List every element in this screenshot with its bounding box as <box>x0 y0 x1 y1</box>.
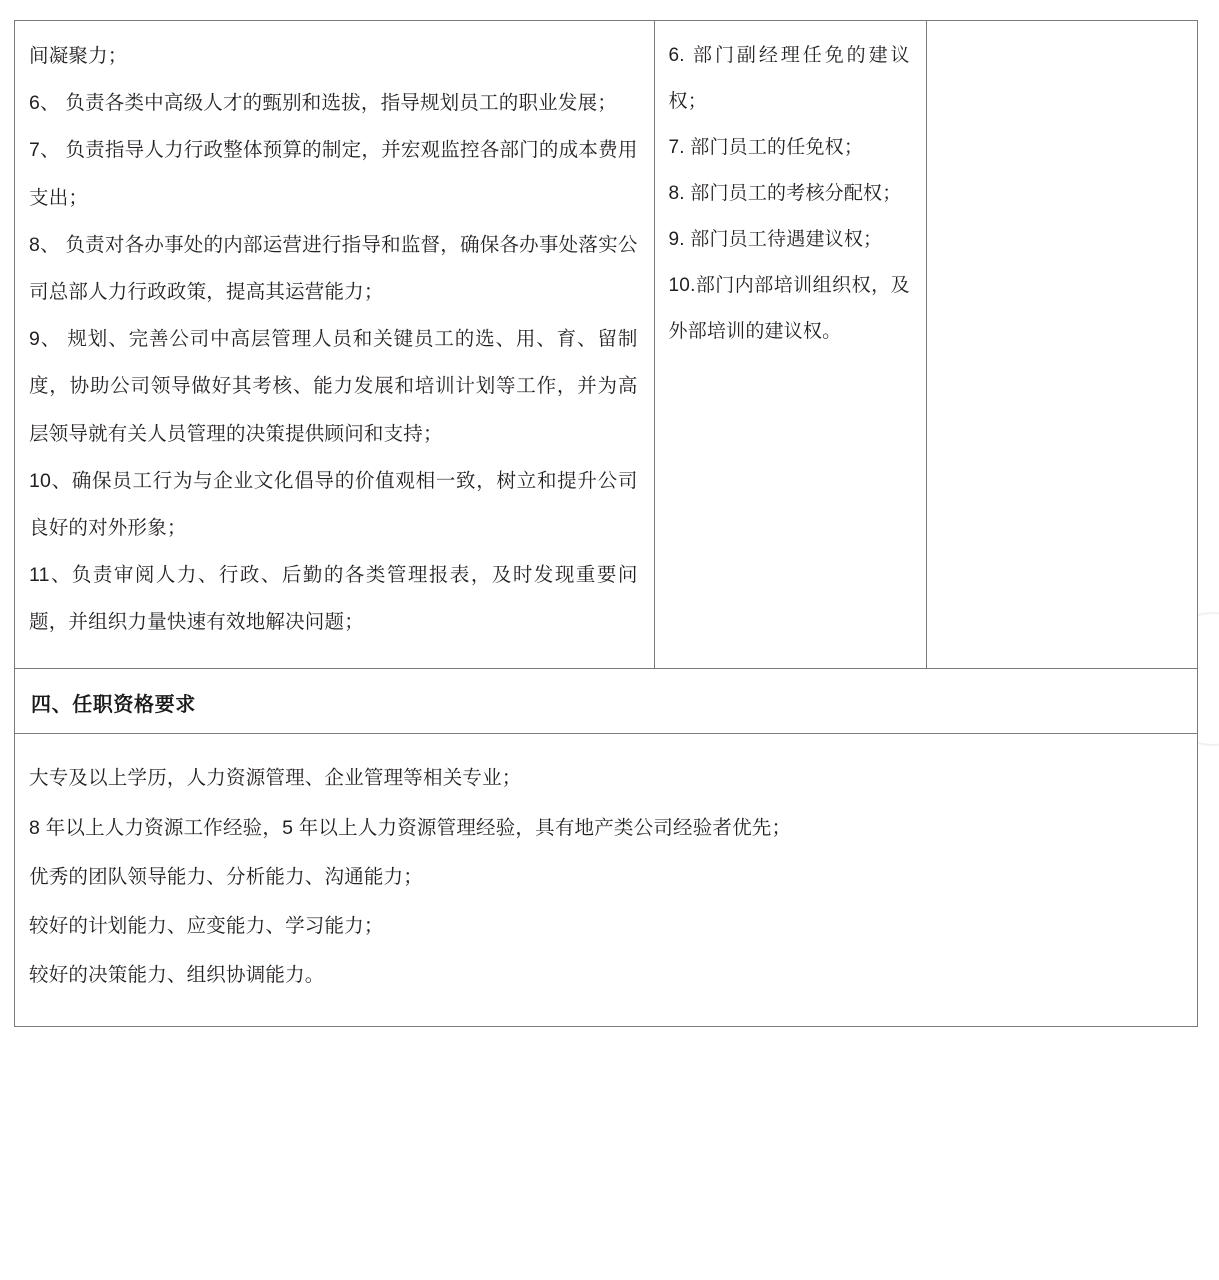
qualification-item: 8 年以上人力资源工作经验，5 年以上人力资源管理经验，具有地产类公司经验者优先； <box>29 816 792 839</box>
qualification-item: 较好的计划能力、应变能力、学习能力； <box>29 914 384 937</box>
qualification-item: 大专及以上学历，人力资源管理、企业管理等相关专业； <box>29 767 522 790</box>
qualifications-content <box>15 734 1197 1026</box>
right-paragraph: 8. 部门员工的考核分配权； <box>668 182 902 204</box>
qualification-item: 优秀的团队领导能力、分析能力、沟通能力； <box>29 865 424 888</box>
table-row-duties-rights <box>15 21 1198 669</box>
right-paragraph: 9. 部门员工待遇建议权； <box>668 228 883 250</box>
duty-paragraph: 8、 负责对各办事处的内部运营进行指导和监督，确保各办事处落实公司总部人力行政政策，提高其运营能力； <box>29 233 638 303</box>
right-paragraph: 10.部门内部培训组织权，及外部培训的建议权。 <box>668 274 910 342</box>
right-paragraph: 6. 部门副经理任免的建议权； <box>668 45 910 112</box>
duty-paragraph: 6、 负责各类中高级人才的甄别和选拔，指导规划员工的职业发展； <box>29 92 617 115</box>
table-cell-duties <box>15 21 655 669</box>
right-paragraph: 7. 部门员工的任免权； <box>668 136 864 158</box>
duty-paragraph: 11、负责审阅人力、行政、后勤的各类管理报表，及时发现重要问题，并组织力量快速有效地解决问题； <box>29 564 638 634</box>
duty-paragraph: 9、 规划、完善公司中高层管理人员和关键员工的选、用、育、留制度，协助公司领导做好其考核、能力发展和培训计划等工作，并为高层领导就有关人员管理的决策提供顾问和支持； <box>29 328 638 445</box>
duties-content <box>15 21 654 668</box>
section-heading: 四、任职资格要求 <box>31 694 196 717</box>
job-description-table <box>14 20 1198 1027</box>
table-cell-blank <box>926 21 1197 669</box>
duty-paragraph: 间凝聚力； <box>29 45 128 67</box>
table-row-qualifications <box>15 734 1198 1027</box>
duty-paragraph: 7、 负责指导人力行政整体预算的制定，并宏观监控各部门的成本费用支出； <box>29 139 638 209</box>
blank-content <box>927 21 1197 60</box>
duty-paragraph: 10、确保员工行为与企业文化倡导的价值观相一致，树立和提升公司良好的对外形象； <box>29 469 638 539</box>
qualification-item: 较好的决策能力、组织协调能力。 <box>29 963 325 986</box>
table-row-section-heading <box>15 669 1198 734</box>
table-cell-section-heading <box>15 669 1198 734</box>
table-cell-rights <box>654 21 926 669</box>
rights-content <box>655 21 926 377</box>
table-cell-qualifications <box>15 734 1198 1027</box>
